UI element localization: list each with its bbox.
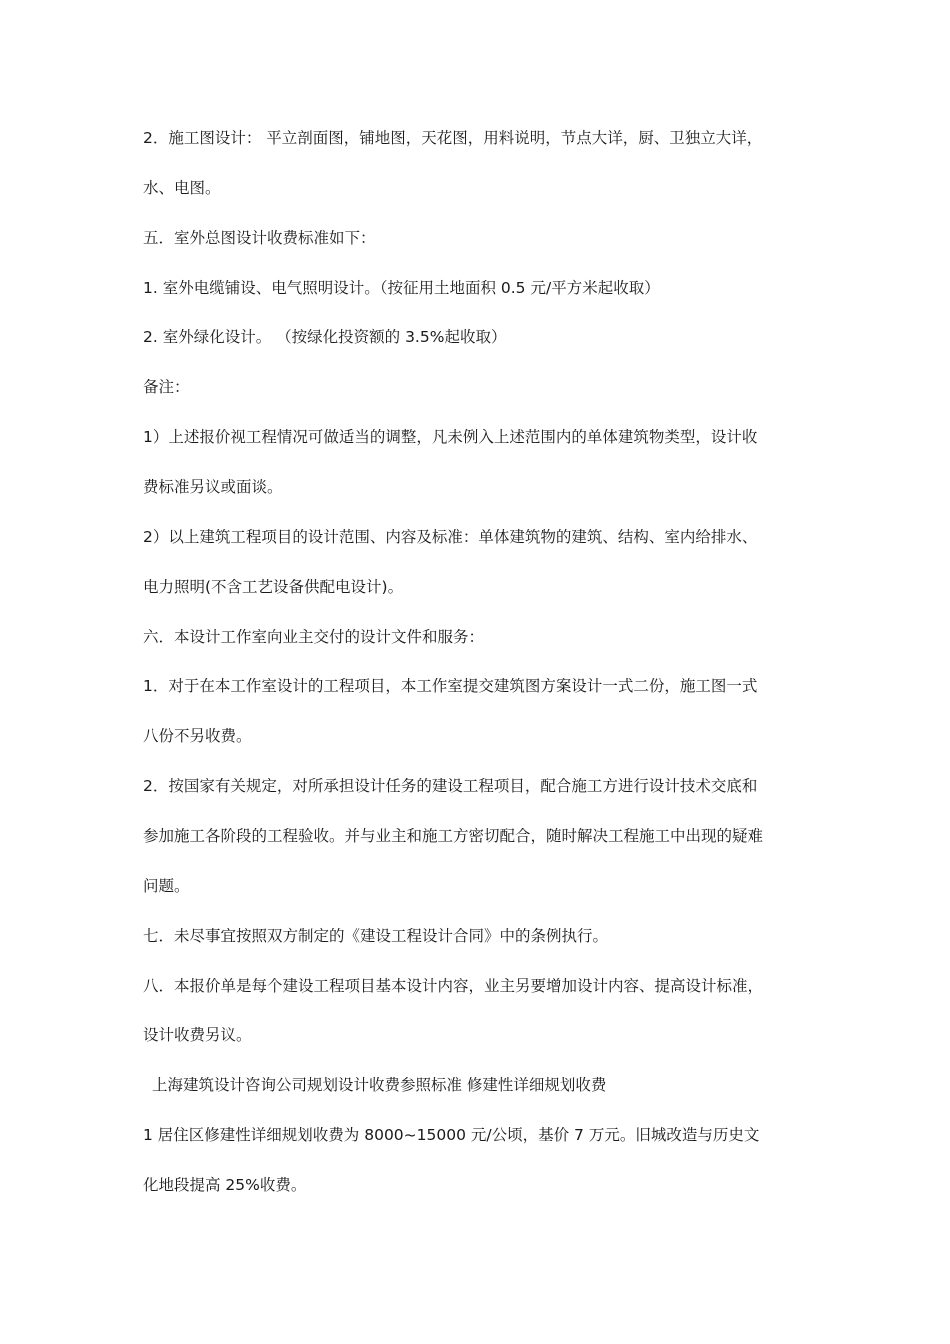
text-line: 化地段提高 25%收费。 <box>143 1176 307 1194</box>
text-line: 2. 室外绿化设计。 （按绿化投资额的 3.5%起收取） <box>143 328 507 346</box>
section-heading: 五．室外总图设计收费标准如下： <box>143 229 376 247</box>
text-line: 参加施工各阶段的工程验收。并与业主和施工方密切配合，随时解决工程施工中出现的疑难 <box>143 827 764 845</box>
text-line: 水、电图。 <box>143 179 221 197</box>
text-line: 问题。 <box>143 877 190 895</box>
text-line: 2．按国家有关规定，对所承担设计任务的建设工程项目，配合施工方进行设计技术交底和 <box>143 777 758 795</box>
section-heading: 八．本报价单是每个建设工程项目基本设计内容，业主另要增加设计内容、提高设计标准， <box>143 977 764 995</box>
text-line: 电力照明(不含工艺设备供配电设计)。 <box>143 578 404 596</box>
text-line: 费标准另议或面谈。 <box>143 478 283 496</box>
text-line: 2）以上建筑工程项目的设计范围、内容及标准：单体建筑物的建筑、结构、室内给排水、 <box>143 528 758 546</box>
section-heading: 六．本设计工作室向业主交付的设计文件和服务： <box>143 628 485 646</box>
section-heading: 七．未尽事宜按照双方制定的《建设工程设计合同》中的条例执行。 <box>143 927 609 945</box>
text-line: 1．对于在本工作室设计的工程项目，本工作室提交建筑图方案设计一式二份，施工图一式 <box>143 677 758 695</box>
text-line: 八份不另收费。 <box>143 727 252 745</box>
text-line: 1 居住区修建性详细规划收费为 8000~15000 元/公顷，基价 7 万元。旧城改造与历史文 <box>143 1126 760 1144</box>
section-heading: 备注： <box>143 378 190 396</box>
text-line: 1）上述报价视工程情况可做适当的调整，凡未例入上述范围内的单体建筑物类型，设计收 <box>143 428 758 446</box>
text-line: 设计收费另议。 <box>143 1026 252 1044</box>
section-heading: 上海建筑设计咨询公司规划设计收费参照标准 修建性详细规划收费 <box>152 1076 607 1094</box>
text-line: 2．施工图设计： 平立剖面图，铺地图，天花图，用料说明，节点大详，厨、卫独立大详， <box>143 129 763 147</box>
text-line: 1. 室外电缆铺设、电气照明设计。（按征用土地面积 0.5 元/平方米起收取） <box>143 279 660 297</box>
